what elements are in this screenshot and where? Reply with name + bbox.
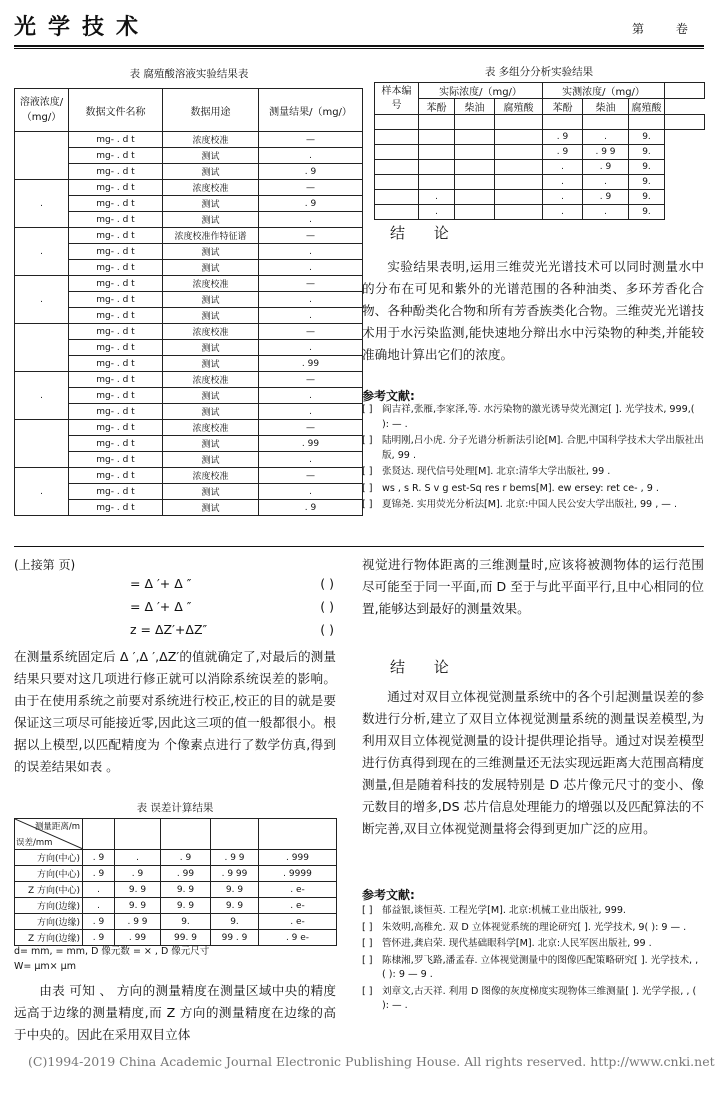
table-row — [375, 160, 705, 175]
table-cell: . — [259, 404, 363, 420]
table-cell: — — [259, 372, 363, 388]
table-cell: mg- . d t — [69, 436, 163, 452]
table-cell: . — [583, 205, 629, 220]
table-cell: — — [259, 468, 363, 484]
table-cell: 测试 — [163, 500, 259, 516]
table-cell: 测试 — [163, 164, 259, 180]
table1 — [14, 88, 363, 516]
table-cell — [419, 130, 455, 145]
equation-2-number: ( ) — [320, 599, 334, 614]
table-cell: mg- . d t — [69, 356, 163, 372]
table-cell: . 9 9 — [583, 145, 629, 160]
reference-item — [362, 403, 704, 432]
model-paragraph — [14, 646, 336, 778]
t1-header-concentration: 溶液浓度/（mg/） — [15, 89, 69, 132]
table-cell: 测试 — [163, 356, 259, 372]
table-cell: 测试 — [163, 404, 259, 420]
table-cell: — — [259, 420, 363, 436]
table-cell: . 99 — [161, 866, 211, 882]
model-text: 在测量系统固定后 Δ ′,Δ ′,ΔZ′的值就确定了,对最后的测量结果只要对这几项进行修正就可以消除系统误差的影响。由于在使用系统之前要对系统进行校正,校正的目的就是要保证这三项尽可能接近零,因此这三项的值一般都很小。根据以上模型,以匹配精度为 个像素点进行了数学仿真,得到的误差结果如表 。 — [14, 649, 336, 774]
reference-text: 管怀进,龚启荣. 现代基础眼科学[M]. 北京:人民军医出版社, 99 . — [382, 938, 652, 949]
table-cell — [495, 160, 543, 175]
analysis-paragraph — [14, 980, 336, 1046]
table-cell: . 99 — [115, 930, 161, 946]
table-cell: . — [583, 175, 629, 190]
table-cell: 测试 — [163, 308, 259, 324]
table-cell: . — [259, 388, 363, 404]
table-row — [15, 882, 337, 898]
table-cell: 测试 — [163, 196, 259, 212]
reference-text: 刘章文,古天祥. 利用 D 图像的灰度梯度实现物体三维测量[ ]. 光学学报, , ( ): — . — [382, 985, 697, 1011]
table-cell: . — [259, 260, 363, 276]
table-cell: . — [15, 180, 69, 228]
table-cell: . — [543, 175, 583, 190]
table1-caption: 表 腐殖酸溶液实验结果表 — [129, 68, 249, 80]
table-row — [375, 205, 705, 220]
table-cell: . — [259, 148, 363, 164]
table-row — [15, 866, 337, 882]
table-cell: mg- . d t — [69, 148, 163, 164]
table-cell — [375, 175, 419, 190]
table-cell: . 9 — [83, 930, 115, 946]
reference-text: 陆明刚,吕小虎. 分子光谱分析新法引论[M]. 合肥,中国科学技术大学出版社出版, 99 . — [382, 435, 704, 461]
table-row — [375, 175, 705, 190]
table-cell: 浓度校准 — [163, 276, 259, 292]
equation-3-number: ( ) — [320, 622, 334, 637]
equations — [130, 576, 334, 642]
table-cell: 测试 — [163, 212, 259, 228]
table-cell — [419, 175, 455, 190]
table-cell: . e- — [259, 914, 337, 930]
t3-corner-top: 测量距离/m — [34, 822, 80, 832]
table-cell: mg- . d t — [69, 452, 163, 468]
table-cell: . — [259, 308, 363, 324]
table-cell: 测试 — [163, 484, 259, 500]
table-cell — [495, 145, 543, 160]
table-cell: 9. 9 — [211, 898, 259, 914]
equation-2-expr: = Δ ′+ Δ ″ — [130, 599, 192, 614]
t3-head-1 — [83, 819, 115, 850]
table-cell: . — [543, 205, 583, 220]
reference-number: [ ] — [362, 938, 373, 949]
table-row — [375, 145, 705, 160]
reference-number: [ ] — [362, 466, 373, 477]
table-cell — [495, 130, 543, 145]
t2-header-measured: 实测浓度/（mg/） — [543, 83, 665, 99]
table-cell: mg- . d t — [69, 308, 163, 324]
table-cell: . 9 9 — [115, 914, 161, 930]
t3-corner-bottom: 误差/mm — [16, 838, 53, 848]
table3-caption: 表 误差计算结果 — [136, 802, 214, 814]
table-cell: . 9 — [259, 164, 363, 180]
table-cell: 测试 — [163, 340, 259, 356]
table-row — [15, 276, 363, 292]
table-cell — [419, 145, 455, 160]
table-row — [15, 850, 337, 866]
reference-text: 朱效明,高稚允. 双 D 立体视觉系统的理论研究[ ]. 光学技术, 9( ): 9 — . — [382, 921, 687, 933]
t2-col-phenol: 苯酚 — [419, 99, 455, 115]
table-cell: mg- . d t — [69, 388, 163, 404]
table-cell: . 9 9 — [211, 850, 259, 866]
table-cell — [375, 130, 419, 145]
table-cell: . — [259, 340, 363, 356]
table-cell: 9. — [629, 205, 665, 220]
table-cell: mg- . d t — [69, 324, 163, 340]
table-cell — [455, 115, 495, 130]
table-row — [375, 190, 705, 205]
table2-caption: 表 多组分分析实验结果 — [484, 66, 594, 78]
table-cell: . — [83, 882, 115, 898]
table-cell: . 9 — [259, 196, 363, 212]
references2-heading: 参考文献: — [362, 888, 415, 902]
reference-item — [362, 482, 704, 497]
t2-col-humic-m: 腐殖酸 — [629, 99, 665, 115]
table-cell: . — [83, 898, 115, 914]
table-cell: 9. 9 — [115, 882, 161, 898]
table-cell: . — [259, 292, 363, 308]
reference-text: 陈棣湘,罗飞路,潘孟春. 立体视觉测量中的图像匹配策略研究[ ]. 光学技术, , ( ): 9 — 9 . — [382, 954, 699, 980]
conclusion-paragraph — [362, 256, 704, 366]
table-row — [15, 132, 363, 148]
table-cell: . 9 — [259, 500, 363, 516]
reference-text: 张贤达. 现代信号处理[M]. 北京:清华大学出版社, 99 . — [382, 466, 611, 477]
reference-item — [362, 498, 704, 513]
table-cell: . 9 — [115, 866, 161, 882]
table-cell: 9. — [629, 160, 665, 175]
table-cell: mg- . d t — [69, 260, 163, 276]
reference-number: [ ] — [362, 905, 373, 916]
reference-number: [ ] — [362, 435, 373, 446]
table-cell — [495, 115, 543, 130]
table-cell: 9. 9 — [161, 882, 211, 898]
table-cell: . 99 — [259, 436, 363, 452]
table-cell: mg- . d t — [69, 244, 163, 260]
equation-1-number: ( ) — [320, 576, 334, 591]
table-cell: . — [419, 190, 455, 205]
table-row — [15, 372, 363, 388]
table-cell — [495, 190, 543, 205]
equation-3-expr: z = ΔZ′+ΔZ″ — [130, 622, 208, 637]
reference-number: [ ] — [362, 921, 373, 933]
table-row — [15, 468, 363, 484]
table-row — [15, 180, 363, 196]
table-cell: 方向(中心) — [15, 850, 83, 866]
reference-text: 阎吉祥,张雁,李家泽,等. 水污染物的激光诱导荧光测定[ ]. 光学技术, 999,( ): — . — [382, 404, 695, 430]
table-cell: . 9 99 — [211, 866, 259, 882]
table2 — [374, 82, 705, 220]
reference-text: 郁益银,谈恒英. 工程光学[M]. 北京:机械工业出版社, 999. — [382, 905, 626, 916]
right-top-text: 视觉进行物体距离的三维测量时,应该将被测物体的运行范围尽可能至于同一平面,而 D 至于与此平面平行,且中心相同的位置,能够达到最好的测量效果。 — [362, 557, 704, 616]
table-cell: 浓度校准 — [163, 372, 259, 388]
table-cell — [629, 115, 665, 130]
equation-3 — [130, 622, 334, 642]
table-cell: . 9 — [583, 160, 629, 175]
table-cell: . 9 — [543, 145, 583, 160]
t3-head-5 — [259, 819, 337, 850]
references-list-2 — [362, 904, 704, 1016]
table-cell: 浓度校准作特征谱 — [163, 228, 259, 244]
t1-header-usage: 数据用途 — [163, 89, 259, 132]
t2-header-actual: 实际浓度/（mg/） — [419, 83, 543, 99]
continued-note: (上接第 页) — [14, 558, 76, 572]
table-cell: . 9 — [543, 130, 583, 145]
copyright-footer: (C)1994-2019 China Academic Journal Electronic Publishing House. All rights reserved. http://www.cnki.net — [28, 1054, 715, 1069]
table-cell: mg- . d t — [69, 180, 163, 196]
table-cell — [375, 115, 419, 130]
table-cell: 测试 — [163, 244, 259, 260]
table-cell: . — [543, 160, 583, 175]
table-cell: 浓度校准 — [163, 132, 259, 148]
table-cell: . e- — [259, 898, 337, 914]
reference-number: [ ] — [362, 482, 373, 494]
table-cell: — — [259, 132, 363, 148]
t2-col-humic: 腐殖酸 — [495, 99, 543, 115]
table-cell: . 9999 — [259, 866, 337, 882]
reference-item — [362, 465, 704, 480]
table-cell: 浓度校准 — [163, 324, 259, 340]
table-cell — [455, 190, 495, 205]
table-cell: . 999 — [259, 850, 337, 866]
table-cell: 9. 9 — [161, 898, 211, 914]
table-cell: 测试 — [163, 452, 259, 468]
equation-1-expr: = Δ ′+ Δ ″ — [130, 576, 192, 591]
table-cell: . 99 — [259, 356, 363, 372]
table-cell: 方向(边缘) — [15, 914, 83, 930]
table-cell: mg- . d t — [69, 484, 163, 500]
table-cell — [455, 175, 495, 190]
table-cell — [495, 175, 543, 190]
table-cell: 浓度校准 — [163, 420, 259, 436]
table-cell: Z 方向(边缘) — [15, 930, 83, 946]
table-cell: . e- — [259, 882, 337, 898]
table-row — [15, 914, 337, 930]
table-cell — [455, 130, 495, 145]
table-cell: 9. — [629, 130, 665, 145]
equation-1 — [130, 576, 334, 596]
table-cell — [455, 205, 495, 220]
table-cell: mg- . d t — [69, 276, 163, 292]
table-cell: . 9 — [83, 914, 115, 930]
conclusion2-text: 通过对双目立体视觉测量系统中的各个引起测量误差的参数进行分析,建立了双目立体视觉测量系统的测量误差模型,为利用双目立体视觉测量的设计提供理论指导。通过对误差模型进行仿真得到现在的三维测量还无法实现远距离大范围高精度测量,但是随着科技的发展特别是 D 芯片像元尺寸的变小、像元数目的增多,DS 芯片信息处理能力的增强以及匹配算法的不断完善,双目立体视觉测量将会得到更加广泛的应用。 — [362, 689, 704, 836]
table-cell: . — [259, 452, 363, 468]
volume-label: 第 卷 — [632, 22, 702, 36]
table-cell — [15, 132, 69, 180]
right-top-paragraph — [362, 554, 704, 620]
t3-head-2 — [115, 819, 161, 850]
table-cell: . — [259, 484, 363, 500]
reference-number: [ ] — [362, 954, 373, 966]
table-cell: . 9 — [83, 866, 115, 882]
reference-item — [362, 921, 704, 936]
references-heading: 参考文献: — [362, 389, 415, 403]
header-rule-thin — [14, 48, 704, 49]
table-cell: mg- . d t — [69, 468, 163, 484]
table-cell: 测试 — [163, 260, 259, 276]
table-cell — [419, 115, 455, 130]
table3-note — [14, 944, 336, 974]
table-cell: 测试 — [163, 148, 259, 164]
equation-2 — [130, 599, 334, 619]
journal-title: 光学技术 — [14, 14, 151, 40]
table-cell: 9. — [211, 914, 259, 930]
header-rule — [14, 45, 704, 47]
table-cell: mg- . d t — [69, 212, 163, 228]
t2-col-diesel: 柴油 — [455, 99, 495, 115]
t2-col-diesel-m: 柴油 — [583, 99, 629, 115]
table-cell — [375, 190, 419, 205]
conclusion-text: 实验结果表明,运用三维荧光光谱技术可以同时测量水中的分布在可见和紫外的光谱范围的各种油类、多环芳香化合物、各种酚类化合物和所有芳香族类化合物。三维荧光光谱技术用于水污染监测,能快速地分辩出水中污染物的种类,并能较准确地计算出它们的浓度。 — [362, 259, 704, 362]
t3-corner-cell — [15, 819, 83, 850]
table-cell: — — [259, 324, 363, 340]
reference-item — [362, 954, 704, 983]
reference-item — [362, 985, 704, 1014]
t2-col-phenol-m: 苯酚 — [543, 99, 583, 115]
table-cell — [495, 205, 543, 220]
table-cell: . 9 — [83, 850, 115, 866]
table-cell: 方向(中心) — [15, 866, 83, 882]
table-cell: . — [259, 244, 363, 260]
t1-header-file: 数据文件名称 — [69, 89, 163, 132]
analysis-text: 由表 可知 、 方向的测量精度在测量区域中央的精度远高于边缘的测量精度,而 Z 方向的测量精度在边缘的高于中央的。因此在采用双目立体 — [14, 983, 336, 1042]
reference-item — [362, 434, 704, 463]
table-cell: 测试 — [163, 436, 259, 452]
table-cell: 9. — [629, 190, 665, 205]
table-cell — [15, 420, 69, 468]
table-cell: 99. 9 — [161, 930, 211, 946]
table-cell — [419, 160, 455, 175]
table-cell: . — [419, 205, 455, 220]
table-cell: mg- . d t — [69, 292, 163, 308]
table-cell — [543, 115, 583, 130]
table-cell: . — [115, 850, 161, 866]
table-cell: mg- . d t — [69, 132, 163, 148]
reference-text: ws , s R. S v g est-Sq res r bems[M]. ew ersey: ret ce- , 9 . — [382, 482, 659, 494]
t1-header-result: 测量结果/（mg/） — [259, 89, 363, 132]
table3-note-2: W= μm× μm — [14, 961, 76, 972]
table-cell: 方向(边缘) — [15, 898, 83, 914]
conclusion2-paragraph — [362, 686, 704, 840]
table-cell: 9. — [161, 914, 211, 930]
table-cell: . — [259, 212, 363, 228]
table-cell — [15, 324, 69, 372]
table-cell: mg- . d t — [69, 404, 163, 420]
table-cell: 浓度校准 — [163, 180, 259, 196]
reference-text: 夏锦尧. 实用荧光分析法[M]. 北京:中国人民公安大学出版社, 99 , — . — [382, 499, 677, 510]
table-cell: 9. — [629, 175, 665, 190]
table-cell — [583, 115, 629, 130]
table-cell: . — [583, 130, 629, 145]
table3 — [14, 818, 337, 946]
reference-number: [ ] — [362, 499, 373, 510]
t3-head-4 — [211, 819, 259, 850]
table-cell: . — [15, 228, 69, 276]
t2-header-extra — [665, 83, 705, 99]
table-row — [375, 130, 705, 145]
table-cell: . 9 — [583, 190, 629, 205]
t2-header-sample: 样本编号 — [375, 83, 419, 115]
table-cell: . 9 e- — [259, 930, 337, 946]
table-row — [15, 324, 363, 340]
table3-note-1: d= mm, = mm, D 像元数 = × , D 像元尺寸 — [14, 946, 210, 957]
table-row — [15, 420, 363, 436]
table-cell: mg- . d t — [69, 420, 163, 436]
table-cell: . 9 — [161, 850, 211, 866]
table-cell: . — [15, 372, 69, 420]
table-cell: — — [259, 228, 363, 244]
table-cell: 9. 9 — [211, 882, 259, 898]
references-list-1 — [362, 403, 704, 515]
table-cell: mg- . d t — [69, 228, 163, 244]
table-cell: mg- . d t — [69, 164, 163, 180]
table-cell: . — [543, 190, 583, 205]
conclusion-heading: 结 论 — [390, 224, 461, 242]
table-cell: 测试 — [163, 292, 259, 308]
table-cell: — — [259, 180, 363, 196]
table-cell: 浓度校准 — [163, 468, 259, 484]
t3-head-3 — [161, 819, 211, 850]
reference-item — [362, 937, 704, 952]
table-row — [15, 228, 363, 244]
table-cell: mg- . d t — [69, 340, 163, 356]
table-cell: mg- . d t — [69, 196, 163, 212]
table-cell — [665, 115, 705, 130]
table-cell: . — [15, 276, 69, 324]
table-cell: . — [15, 468, 69, 516]
section-divider — [14, 546, 704, 547]
reference-number: [ ] — [362, 985, 373, 997]
table-cell: Z 方向(中心) — [15, 882, 83, 898]
reference-number: [ ] — [362, 404, 373, 415]
table-cell: 测试 — [163, 388, 259, 404]
conclusion2-heading: 结 论 — [390, 658, 461, 676]
table-cell: 99 . 9 — [211, 930, 259, 946]
reference-item — [362, 904, 704, 919]
table-cell — [375, 160, 419, 175]
table-cell: — — [259, 276, 363, 292]
table-cell: 9. — [629, 145, 665, 160]
table-cell — [375, 145, 419, 160]
table-cell — [455, 145, 495, 160]
table-cell: mg- . d t — [69, 500, 163, 516]
table-cell — [375, 205, 419, 220]
table-row — [375, 115, 705, 130]
table-cell — [455, 160, 495, 175]
table-cell: mg- . d t — [69, 372, 163, 388]
table-row — [15, 898, 337, 914]
table-cell: 9. 9 — [115, 898, 161, 914]
